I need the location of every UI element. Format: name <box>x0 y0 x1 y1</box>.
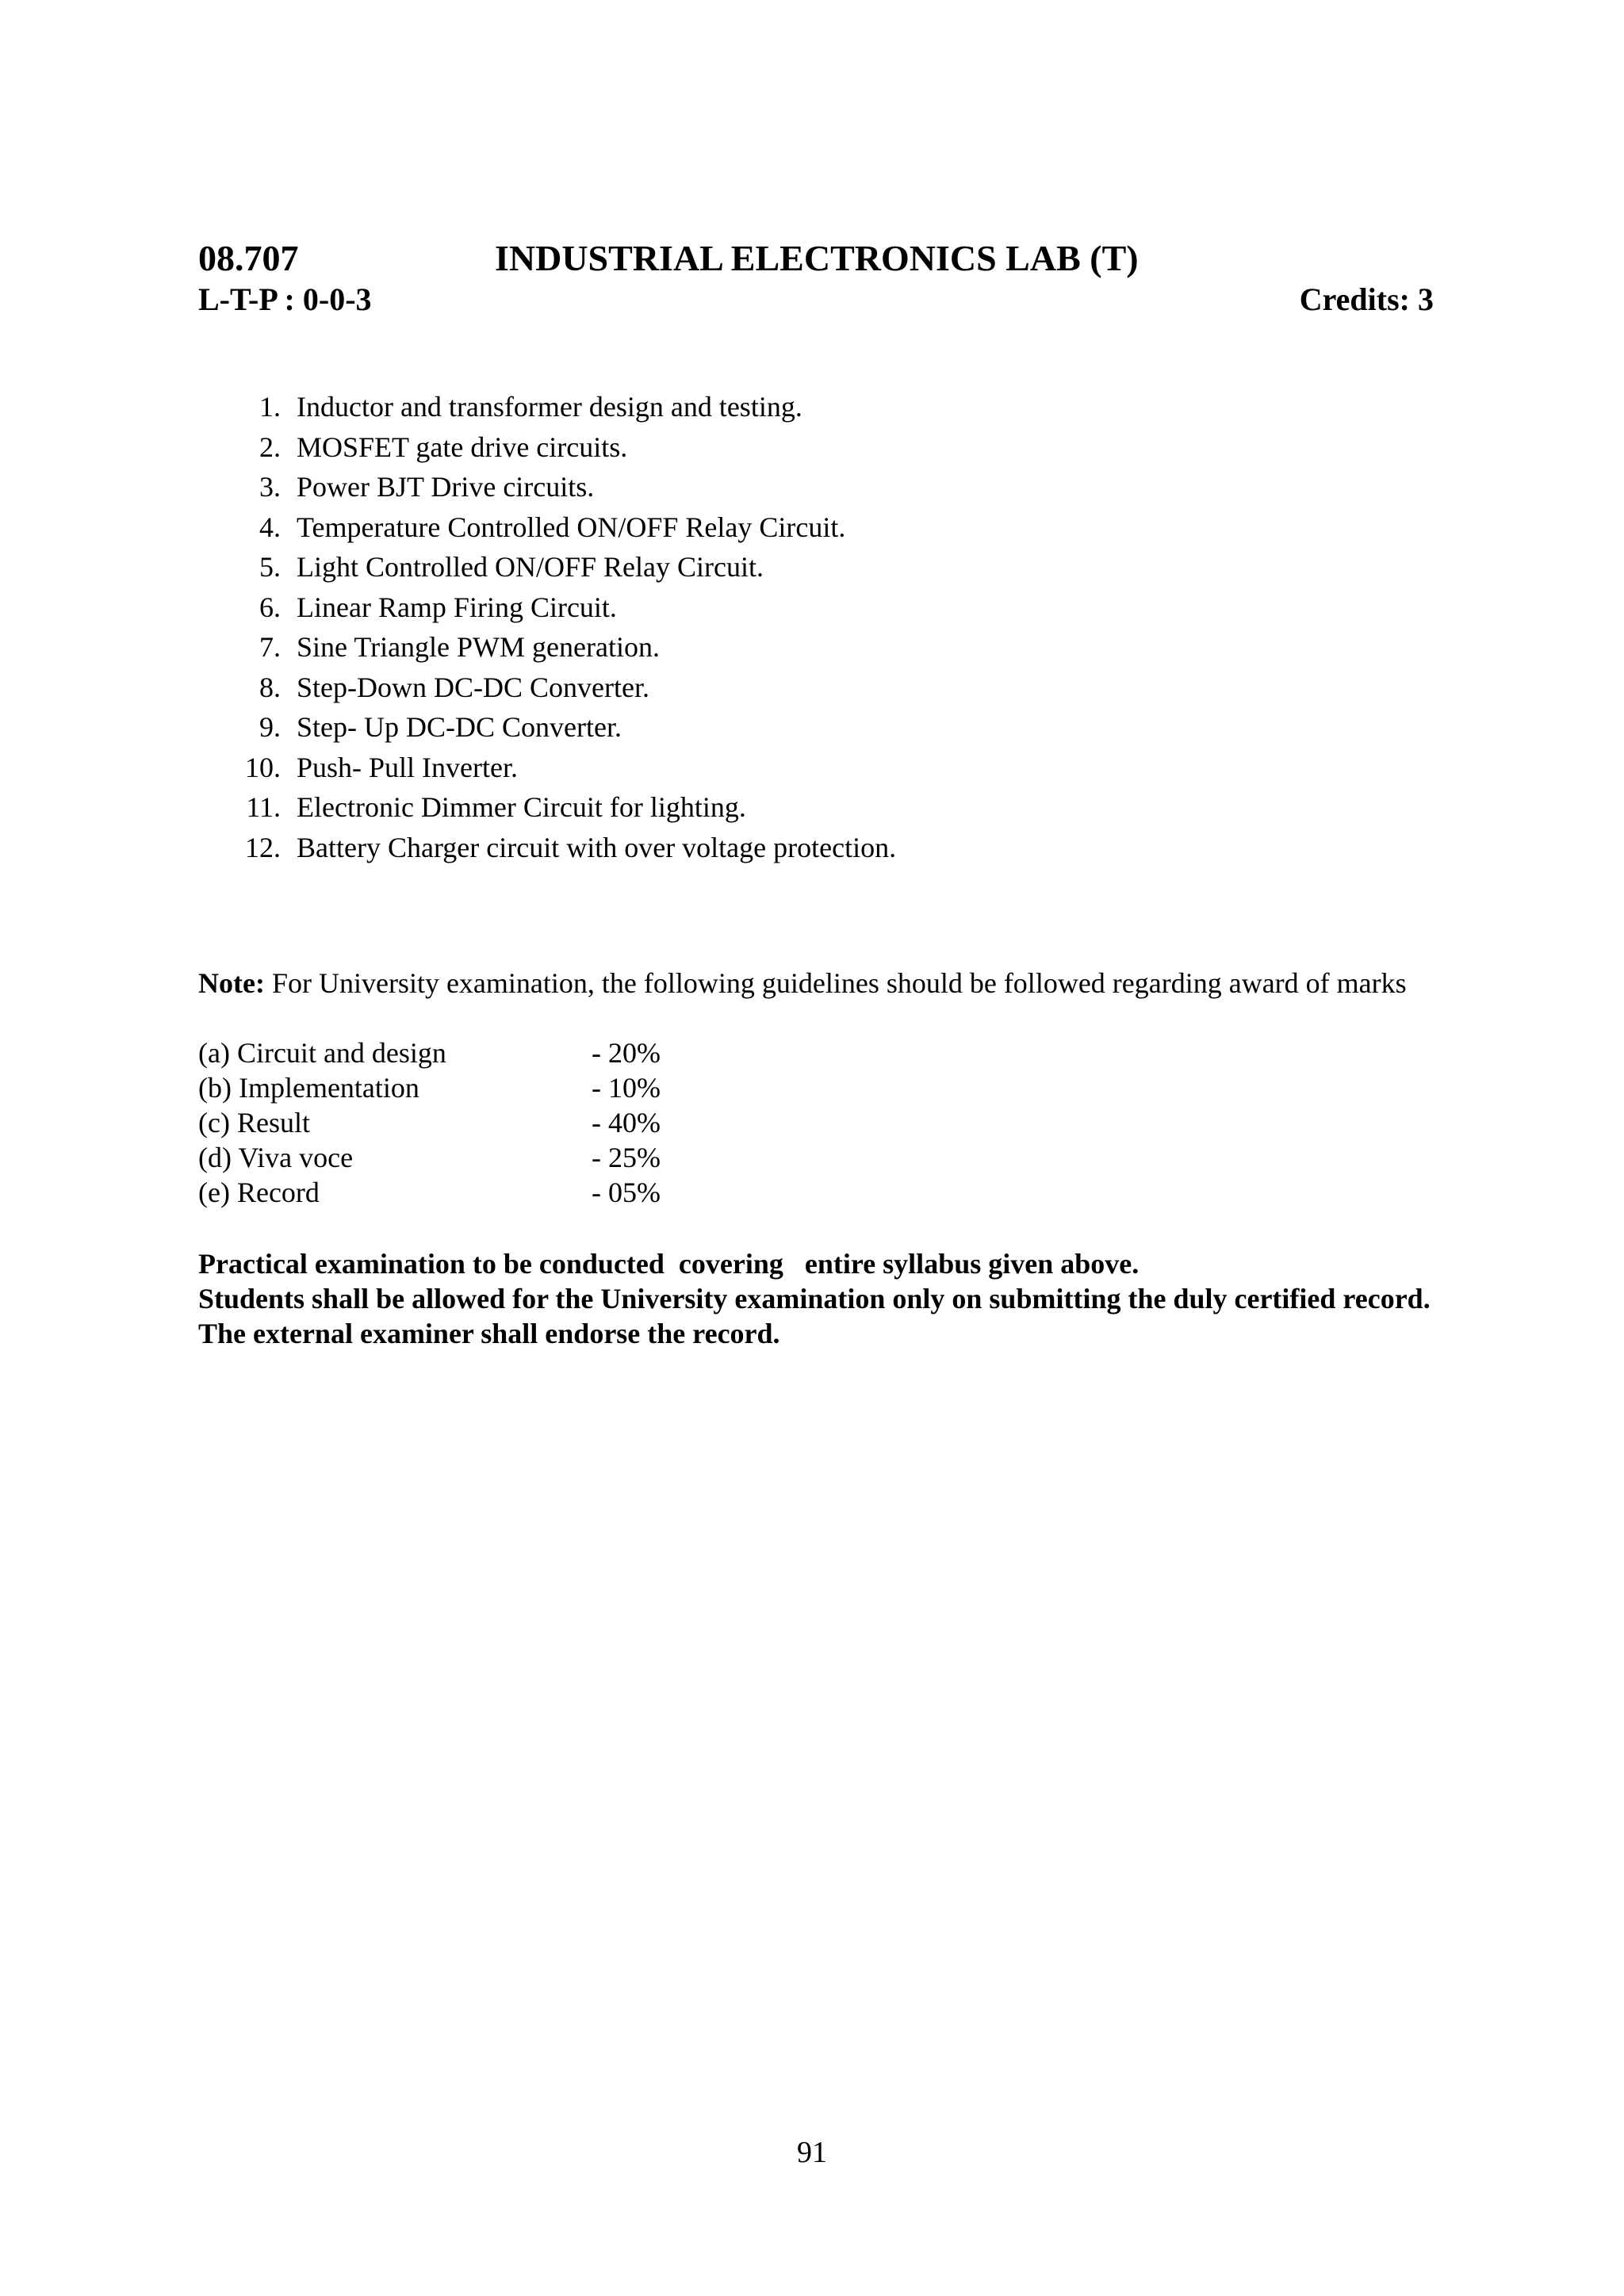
marks-breakdown <box>198 1035 661 1210</box>
exam-coverage-text: Practical examination to be conducted covering entire syllabus given above. <box>198 1248 1139 1280</box>
list-item <box>230 668 896 708</box>
mark-item: (d) Viva voce <box>198 1142 354 1173</box>
closing-instructions <box>198 1246 1438 1351</box>
record-requirement-text: Students shall be allowed for the University examination only on submitting the duly certified record. The external examiner shall endorse the record. <box>198 1283 1438 1349</box>
list-item-number: 4. <box>259 511 281 543</box>
table-row <box>198 1140 661 1175</box>
page-number: 91 <box>797 2136 827 2169</box>
mark-value: - 20% <box>592 1037 661 1069</box>
list-item <box>230 467 896 507</box>
experiment-list <box>230 387 896 867</box>
list-item-number: 8. <box>259 671 281 703</box>
list-item <box>230 587 896 628</box>
list-item-text: MOSFET gate drive circuits. <box>297 430 628 463</box>
list-item-text: Light Controlled ON/OFF Relay Circuit. <box>297 551 764 583</box>
note-paragraph <box>198 966 1435 1001</box>
list-item-number: 6. <box>259 591 281 623</box>
list-item-text: Sine Triangle PWM generation. <box>297 631 660 663</box>
mark-value: - 25% <box>592 1142 661 1173</box>
table-row <box>198 1070 661 1105</box>
list-item-number: 12. <box>245 831 281 863</box>
list-item <box>230 787 896 828</box>
list-item <box>230 707 896 748</box>
list-item-text: Inductor and transformer design and testing. <box>297 391 802 423</box>
list-item <box>230 547 896 587</box>
list-item-number: 9. <box>259 711 281 743</box>
note-label: Note: <box>198 967 265 999</box>
list-item-text: Temperature Controlled ON/OFF Relay Circuit. <box>297 511 846 543</box>
table-row <box>198 1035 661 1070</box>
course-title: INDUSTRIAL ELECTRONICS LAB (T) <box>495 238 1139 278</box>
list-item-number: 1. <box>259 391 281 423</box>
list-item-number: 5. <box>259 551 281 583</box>
mark-value: - 05% <box>592 1177 661 1208</box>
course-code: 08.707 <box>198 238 299 278</box>
mark-item: (a) Circuit and design <box>198 1037 446 1069</box>
list-item <box>230 828 896 868</box>
list-item <box>230 387 896 427</box>
list-item-text: Step-Down DC-DC Converter. <box>297 671 649 703</box>
list-item-number: 2. <box>259 430 281 463</box>
list-item-number: 10. <box>245 751 281 783</box>
mark-item: (e) Record <box>198 1177 320 1208</box>
list-item-number: 11. <box>246 791 281 823</box>
list-item <box>230 627 896 668</box>
mark-item: (c) Result <box>198 1107 310 1138</box>
ltp-label: L-T-P : 0-0-3 <box>198 281 372 317</box>
mark-value: - 10% <box>592 1072 661 1104</box>
mark-value: - 40% <box>592 1107 661 1138</box>
list-item <box>230 427 896 468</box>
list-item-text: Power BJT Drive circuits. <box>297 471 595 503</box>
credits-label: Credits: 3 <box>1299 281 1434 317</box>
table-row <box>198 1105 661 1140</box>
list-item-text: Linear Ramp Firing Circuit. <box>297 591 617 623</box>
note-text: For University examination, the following guidelines should be followed regarding award of marks <box>264 967 1407 999</box>
list-item-number: 7. <box>259 631 281 663</box>
list-item <box>230 507 896 548</box>
list-item-text: Push- Pull Inverter. <box>297 751 518 783</box>
table-row <box>198 1175 661 1210</box>
list-item-text: Electronic Dimmer Circuit for lighting. <box>297 791 746 823</box>
mark-item: (b) Implementation <box>198 1072 419 1104</box>
list-item <box>230 748 896 788</box>
list-item-text: Battery Charger circuit with over voltage protection. <box>297 831 897 863</box>
list-item-number: 3. <box>259 471 281 503</box>
list-item-text: Step- Up DC-DC Converter. <box>297 711 622 743</box>
